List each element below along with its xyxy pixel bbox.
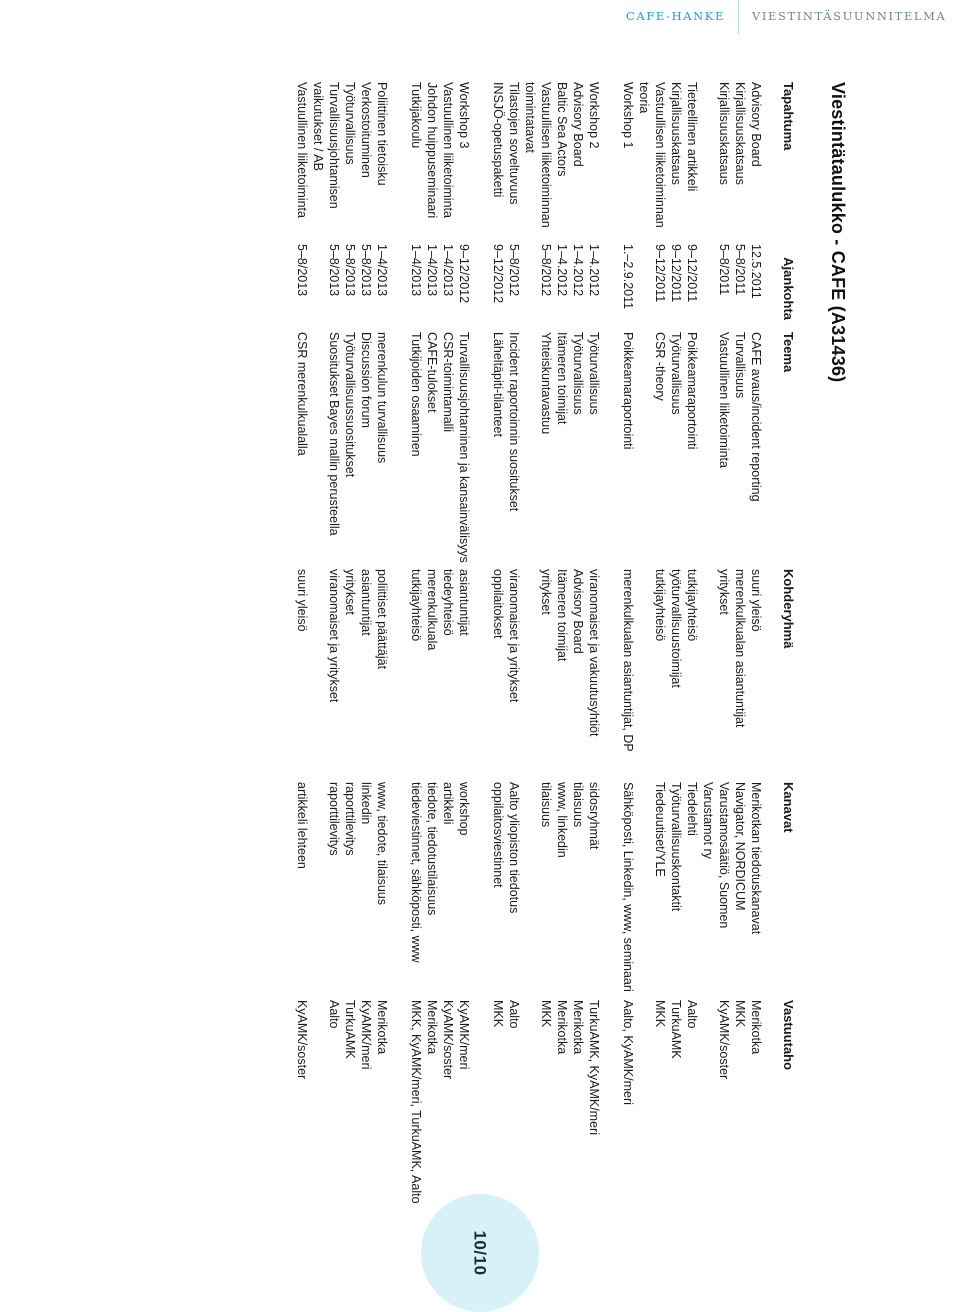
cell-timing: 5–8/2013 (295, 244, 309, 297)
cell-theme: Tutkijoiden osaaminen (409, 332, 423, 457)
table-row (390, 82, 424, 1212)
cell-responsible: Aalto (327, 1000, 341, 1029)
cell-target-group: yritykset (539, 569, 553, 615)
cell-target-group: yritykset (343, 569, 357, 615)
table-row (700, 82, 732, 1212)
cell-channels: Tiedeuutiset/YLE (653, 782, 667, 877)
cell-event: Vastuullisen liiketoiminnan toimintatavat (523, 82, 553, 228)
cell-event: Johdon huippuseminaari (425, 82, 439, 219)
cell-timing: 1–4.2012 (571, 244, 585, 297)
cell-event: Advisory Board (749, 82, 763, 167)
cell-responsible: MKK (539, 1000, 553, 1028)
cell-timing: 5–8/2012 (507, 244, 521, 297)
rotated-page-content (88, 82, 848, 1212)
table-row (310, 82, 342, 1212)
cell-timing: 5–8/2013 (359, 244, 373, 297)
cell-theme: Työturvallisuussuositukset (343, 332, 357, 478)
cell-target-group: oppilaitokset (491, 569, 505, 639)
table-row (374, 82, 390, 1212)
cell-event: INSJÖ-opetuspaketti (491, 82, 505, 198)
cell-theme: Incident raportoinnin suositukset (507, 332, 521, 512)
cell-timing: 1–4/2013 (409, 244, 423, 297)
cell-theme: Poikkeamaraportointi (685, 332, 699, 450)
cell-channels: artikkeli (441, 782, 455, 825)
table-row (684, 82, 700, 1212)
cell-timing: 5–8/2012 (539, 244, 553, 297)
cell-responsible: MKK (491, 1000, 505, 1028)
cell-event: Turvallisuusjohtamisen vaikutukset / AB (311, 82, 341, 209)
table-row (358, 82, 374, 1212)
cell-target-group: suuri yleisö (295, 569, 309, 632)
sheet-title: Viestintätaulukko - CAFE (A31436) (828, 82, 848, 383)
cell-target-group: merenkulkuala (425, 569, 439, 651)
cell-event: Kirjallisuuskatsaus (717, 82, 731, 185)
table-row (586, 82, 602, 1212)
cell-target-group: Advisory Board (571, 569, 585, 654)
table-row (456, 82, 472, 1212)
cell-event: Tieteellinen artikkeli (685, 82, 699, 192)
cell-responsible: MKK (653, 1000, 667, 1028)
cell-responsible: MKK (733, 1000, 747, 1028)
cell-target-group: merenkulkualan asiantuntijat (733, 569, 747, 728)
cell-event: Vastuullinen liiketoiminta (295, 82, 309, 218)
header-divider (738, 0, 739, 34)
table-row (554, 82, 570, 1212)
cell-theme: Työturvallisuus (571, 332, 585, 415)
table-row (668, 82, 684, 1212)
cell-timing: 1–4/2013 (425, 244, 439, 297)
table-row (602, 82, 636, 1212)
cell-timing: 9–12/2011 (685, 244, 699, 303)
cell-channels: tilaisuus (539, 782, 553, 828)
cell-theme: CAFE avaus/incident reporting (749, 332, 763, 502)
cell-timing: 1–4/2013 (441, 244, 455, 297)
cell-timing: 5–8/2013 (343, 244, 357, 297)
cell-channels: tiedote, tiedotustilaisuus (425, 782, 439, 916)
cell-target-group: tiedeyhteisö (441, 569, 455, 636)
column-header-target-group: Kohderyhmä (781, 569, 796, 649)
cell-theme: Työturvallisuus (669, 332, 683, 415)
cell-target-group: suuri yleisö (749, 569, 763, 632)
cell-timing: 12.5.2011 (749, 244, 763, 299)
cell-channels: sidosryhmät (587, 782, 601, 850)
cell-channels: www, tiedote, tilaisuus (375, 782, 389, 905)
header-document-label: VIESTINTÄSUUNNITELMA (752, 9, 947, 23)
cell-event: Baltic Sea Actors (555, 82, 569, 177)
cell-responsible: Merikotka (555, 1000, 569, 1055)
cell-channels: linkedin (359, 782, 373, 825)
cell-event: Vastuullisen liiketoiminnan teoria (637, 82, 667, 228)
cell-target-group: tutkijayhteisö (653, 569, 667, 642)
cell-target-group: asiantuntijat (359, 569, 373, 636)
cell-event: Tutkijakoulu (409, 82, 423, 149)
cell-channels: Navigator, NORDICUM (733, 782, 747, 911)
table-row (294, 82, 310, 1212)
cell-timing: 1–4.2012 (555, 244, 569, 297)
cell-responsible: KyAMK/soster (295, 1000, 309, 1080)
column-header-timing: Ajankohta (781, 257, 796, 320)
table-body (294, 82, 764, 1212)
cell-timing: 9–12/2012 (457, 244, 471, 304)
cell-timing: 5–8/2013 (327, 244, 341, 297)
cell-timing: 1–4/2013 (375, 244, 389, 297)
communication-table (294, 82, 796, 1212)
cell-timing: 9–12/2011 (653, 244, 667, 303)
cell-channels: Sähköposti, Linkedin, www, seminaari (621, 782, 635, 992)
header-row (764, 82, 796, 1212)
page-number: 10/10 (470, 1230, 490, 1276)
cell-timing: 9–12/2012 (491, 244, 505, 304)
column-header-responsible: Vastuutaho (781, 1000, 796, 1071)
cell-target-group: viranomaiset ja vakuutusyhtiöt (587, 569, 601, 737)
cell-theme: merenkulun turvallisuus (375, 332, 389, 464)
cell-target-group: viranomaiset ja yritykset (507, 569, 521, 703)
cell-responsible: KyAMK/meri (359, 1000, 373, 1070)
cell-timing: 9–12/2011 (669, 244, 683, 303)
table-row (636, 82, 668, 1212)
cell-event: Vastuullinen liiketoiminta (441, 82, 455, 218)
cell-theme: Turvallisuusjohtaminen ja kansainvälisyys (457, 332, 471, 563)
cell-responsible: Aalto (507, 1000, 521, 1029)
column-header-channels: Kanavat (781, 782, 796, 833)
cell-theme: Suositukset Bayes mallin perusteella (327, 332, 341, 536)
cell-event: Kirjallisuuskatsaus (733, 82, 747, 185)
cell-responsible: TurkuAMK (343, 1000, 357, 1059)
cell-responsible: KyAMK/soster (441, 1000, 455, 1080)
cell-theme: CSR-toimintamalli (441, 332, 455, 433)
cell-theme: CSR -theory (653, 332, 667, 401)
cell-responsible: TurkuAMK (669, 1000, 683, 1059)
cell-channels: Varustamosäätiö, Suomen Varustamot ry (701, 782, 731, 929)
cell-timing: 1.–2.9.2011 (621, 244, 635, 310)
cell-channels: Työturvallisuuskontaktit (669, 782, 683, 912)
cell-timing: 1–4.2012 (587, 244, 601, 297)
cell-event: Kirjallisuuskatsaus (669, 82, 683, 185)
cell-theme: Poikkeamaraportointi (621, 332, 635, 450)
cell-theme: Läheltäpiti-tilanteet (491, 332, 505, 437)
cell-event: Tilastojen soveltuvuus (507, 82, 521, 205)
table-row (342, 82, 358, 1212)
cell-channels: www, linkedin (555, 782, 569, 858)
cell-theme: Turvallisuus (733, 332, 747, 399)
header-project-label: CAFE-HANKE (626, 9, 725, 23)
cell-channels: oppilaitosviestinnet (491, 782, 505, 888)
table-row (570, 82, 586, 1212)
cell-target-group: poliittiset päättäjät (375, 569, 389, 670)
cell-target-group: asiantuntijat (457, 569, 471, 636)
cell-target-group: tutkijayhteisö (685, 569, 699, 642)
cell-target-group: yritykset (717, 569, 731, 615)
cell-target-group: työturvallisuustoimijat (669, 569, 683, 688)
cell-channels: tilaisuus (571, 782, 585, 828)
cell-timing: 5–8/2011 (717, 244, 731, 296)
cell-target-group: viranomaiset ja yritykset (327, 569, 341, 703)
cell-target-group: Itämeren toimijat (555, 569, 569, 662)
cell-event: Workshop 1 (621, 82, 635, 149)
table-row (732, 82, 748, 1212)
cell-theme: CSR merenkulkualalla (295, 332, 309, 456)
cell-responsible: Aalto (685, 1000, 699, 1029)
cell-event: Workshop 3 (457, 82, 471, 149)
cell-theme: Vastuullinen liiketoiminta (717, 332, 731, 468)
page-number-badge (455, 1230, 505, 1276)
cell-channels: Aalto yliopiston tiedotus (507, 782, 521, 914)
table-row (506, 82, 522, 1212)
cell-target-group: merenkulkualan asiantuntijat, DP (621, 569, 635, 752)
cell-theme: Yhteiskuntavastuu (539, 332, 553, 435)
cell-channels: workshop (457, 782, 471, 836)
cell-responsible: Aalto, KyAMK/meri (621, 1000, 635, 1105)
cell-responsible: MKK, KyAMK/meri, TurkuAMK, Aalto (409, 1000, 423, 1204)
cell-responsible: Merikotka (425, 1000, 439, 1055)
cell-responsible: Merikotka (375, 1000, 389, 1055)
cell-theme: Itämeren toimijat (555, 332, 569, 425)
cell-event: Työturvallisuus (343, 82, 357, 165)
cell-event: Advisory Board (571, 82, 585, 167)
cell-responsible: KyAMK/soster (717, 1000, 731, 1080)
cell-channels: raporttilevitys (327, 782, 341, 856)
cell-theme: Työturvallisuus (587, 332, 601, 415)
cell-responsible: Merikotka (749, 1000, 763, 1055)
table-row (472, 82, 506, 1212)
cell-theme: Discussion forum (359, 332, 373, 428)
table-row (424, 82, 440, 1212)
cell-responsible: TurkuAMK, KyAMK/meri (587, 1000, 601, 1135)
table-row (440, 82, 456, 1212)
cell-event: Workshop 2 (587, 82, 601, 149)
cell-event: Verkostoituminen (359, 82, 373, 178)
column-header-event: Tapahtuma (781, 82, 796, 151)
table-row (522, 82, 554, 1212)
table-row (748, 82, 764, 1212)
column-header-theme: Teema (781, 332, 796, 373)
cell-channels: raporttilevitys (343, 782, 357, 856)
table-header (764, 82, 796, 1212)
cell-channels: tiedeviestinnet, sähköposti, www (409, 782, 423, 963)
cell-timing: 5–8/2011 (733, 244, 747, 296)
cell-theme: CAFE-tulokset (425, 332, 439, 413)
cell-channels: Merikotkan tiedotuskanavat (749, 782, 763, 935)
cell-responsible: Merikotka (571, 1000, 585, 1055)
cell-channels: artikkeli lehteen (295, 782, 309, 869)
cell-channels: Tiedelehti (685, 782, 699, 836)
cell-responsible: KyAMK/meri (457, 1000, 471, 1070)
cell-target-group: tutkijayhteisö (409, 569, 423, 642)
cell-event: Poliittinen tietoisku (375, 82, 389, 186)
running-header (0, 0, 960, 34)
